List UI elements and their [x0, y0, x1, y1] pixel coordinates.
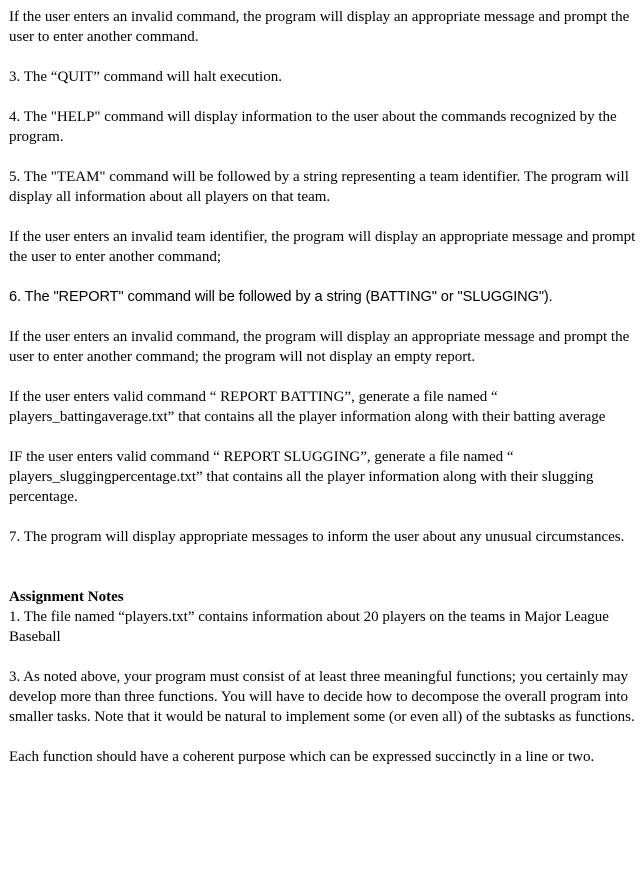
paragraph-invalid-report: If the user enters an invalid command, the program will display an appropriate message and prompt the user to enter another command; the program will not display an empty report.	[9, 329, 630, 365]
paragraph-report-command: 6. The "REPORT" command will be followed by a string (BATTING" or "SLUGGING").	[9, 289, 553, 305]
paragraph-report-slugging: IF the user enters valid command “ REPORT SLUGGING”, generate a file named “ players_sluggingpercentage.txt” that contains all the player information along with their slugging percentage.	[9, 449, 594, 505]
section-spacer	[9, 547, 637, 587]
paragraph-report-batting: If the user enters valid command “ REPORT BATTING”, generate a file named “ players_battingaverage.txt” that contains all the player information along with their batting average	[9, 389, 606, 425]
paragraph-quit-command: 3. The “QUIT” command will halt execution.	[9, 69, 282, 85]
paragraph-help-command: 4. The "HELP" command will display information to the user about the commands recognized by the program.	[9, 109, 617, 145]
note-coherent-purpose: Each function should have a coherent purpose which can be expressed succinctly in a line or two.	[9, 749, 595, 765]
paragraph-invalid-command: If the user enters an invalid command, the program will display an appropriate message and prompt the user to enter another command.	[9, 9, 630, 45]
note-players-file: 1. The file named “players.txt” contains information about 20 players on the teams in Major League Baseball	[9, 609, 609, 645]
paragraph-unusual-circumstances: 7. The program will display appropriate messages to inform the user about any unusual circumstances.	[9, 529, 625, 545]
paragraph-team-command: 5. The "TEAM" command will be followed by a string representing a team identifier. The program will display all information about all players on that team.	[9, 169, 629, 205]
paragraph-invalid-team: If the user enters an invalid team identifier, the program will display an appropriate message and prompt the user to enter another command;	[9, 229, 636, 265]
assignment-notes-heading: Assignment Notes	[9, 589, 124, 605]
note-functions: 3. As noted above, your program must consist of at least three meaningful functions; you certainly may develop more than three functions. You will have to decide how to decompose the overall program into smaller tasks. Note that it would be natural to implement some (or even all) of the subtasks as functions.	[9, 669, 635, 725]
document-body	[9, 7, 637, 767]
